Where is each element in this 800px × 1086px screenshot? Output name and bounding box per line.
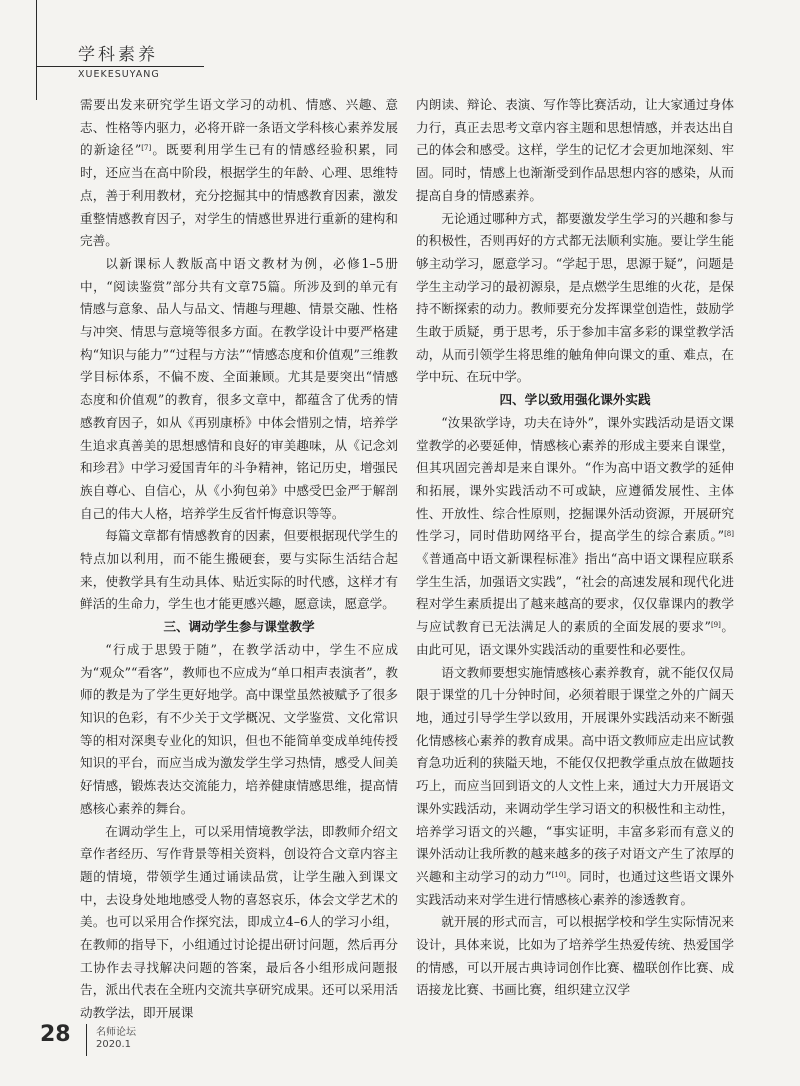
body-paragraph	[416, 911, 734, 1002]
citation-mark: [8]	[724, 530, 734, 539]
paragraph-text: 《普通高中语文新课程标准》指出“高中语文课程应联系学生生活，加强语文实践”，“社会的高速发展和现代化进程对学生素质提出了越来越高的要求，仅仅靠课内的教学与应试教育已无法满足人的素质的全面发展的要求”	[416, 551, 734, 635]
section-title: 学科素养	[78, 45, 158, 65]
paragraph-text: 语文教师要想实施情感核心素养教育，就不能仅仅局限于课堂的几十分钟时间，必须着眼于课堂之外的广阔天地，通过引导学生学以致用，开展课外实践活动来不断强化情感核心素养的教育成果。高中语文教师应走出应试教育急功近利的狭隘天地，不能仅仅把教学重点放在做题技巧上，而应当回到语文的人文性上来，通过大力开展语文课外实践活动，来调动学生学习语文的积极性和主动性，培养学习语文的兴趣，“事实证明，丰富多彩而有意义的课外活动让我所教的越来越多的孩子对语文产生了浓厚的兴趣和主动学习的动力”	[416, 664, 734, 884]
footer-divider	[86, 1024, 87, 1056]
header-horizontal-rule	[36, 66, 204, 67]
page-number: 28	[40, 1022, 71, 1047]
paragraph-text: 内朗读、辩论、表演、写作等比赛活动，让大家通过身体力行，真正去思考文章内容主题和思想情感，并表达出自己的体会和感受。这样，学生的记忆才会更加地深刻、牢固。同时，情感上也渐渐受到作品思想内容的感染，从而提高自身的情感素养。	[416, 97, 734, 203]
paragraph-text: 。由此可见，语文课外实践活动的重要性和必要性。	[416, 619, 734, 657]
citation-mark: [9]	[710, 621, 721, 630]
body-paragraph	[80, 821, 398, 1025]
paragraph-text: 。同时，也通过这些语文课外实践活动来对学生进行情感核心素养的渗透教育。	[416, 868, 734, 907]
paragraph-text: 在调动学生上，可以采用情境教学法，即教师介绍文章作者经历、写作背景等相关资料，创设符合文章内容主题的情境，带领学生通过诵读品赏，让学生融入到课文中，去设身处地地感受人物的喜怒哀乐，体会文学艺术的美。也可以采用合作探究法，即成立4–6人的学习小组，在教师的指导下，小组通过讨论提出研讨问题，然后再分工协作去寻找解决问题的答案，最后各小组形成问题报告，派出代表在全班内交流共享研究成果。还可以采用活动教学法，即开展课	[80, 823, 398, 1021]
section-heading: 三、调动学生参与课堂教学	[163, 619, 315, 635]
paragraph-text: 每篇文章都有情感教育的因素，但要根据现代学生的特点加以利用，而不能生搬硬套，要与实际生活结合起来，使教学具有生动具体、贴近实际的时代感，这样才有鲜活的生命力，学生也才能更感兴趣，愿意读，愿意学。	[80, 528, 398, 612]
section-subtitle: XUEKESUYANG	[78, 69, 160, 80]
paragraph-text: 无论通过哪种方式，都要激发学生学习的兴趣和参与的积极性，否则再好的方式都无法顺利实施。要让学生能够主动学习，愿意学习。“学起于思，思源于疑”，问题是学生主动学习的最初源泉，是点燃学生思维的火花，是保持不断探索的动力。教师要充分发挥课堂创造性，鼓励学生敢于质疑，勇于思考，乐于参加丰富多彩的课堂教学活动，从而引领学生将思维的触角伸向课文的重、难点，在学中玩、在玩中学。	[416, 210, 734, 385]
body-paragraph	[416, 412, 734, 662]
body-paragraph	[80, 94, 398, 253]
paragraph-text: 。既要利用学生已有的情感经验积累，同时，还应当在高中阶段，根据学生的年龄、心理、思维特点，善于利用教材，充分挖掘其中的情感教育因素，激发重整情感教育因子，对学生的情感世界进行重新的建构和完善。	[80, 142, 398, 249]
paragraph-text: 就开展的形式而言，可以根据学校和学生实际情况来设计，具体来说，比如为了培养学生热爱传统、热爱国学的情感，可以开展古典诗词创作比赛、楹联创作比赛、成语接龙比赛、书画比赛，组织建立汉学	[416, 914, 734, 998]
body-paragraph	[80, 639, 398, 821]
body-paragraph	[416, 208, 734, 390]
body-paragraph	[80, 253, 398, 525]
citation-mark: [7]	[141, 144, 152, 153]
header-vertical-rule	[36, 0, 37, 100]
paragraph-text: 以新课标人教版高中语文教材为例，必修1–5册中，“阅读鉴赏”部分共有文章75篇。所涉及到的单元有情感与意象、品人与品文、情趣与理趣、情景交融、性格与冲突、情思与意境等很多方面。在教学设计中要严格建构“知识与能力”“过程与方法”“情感态度和价值观”三维教学目标体系，不偏不废、全面兼顾。尤其是要突出“情感态度和价值观”的教育，很多文章中，都蕴含了优秀的情感教育因子，如从《再别康桥》中体会惜别之情，培养学生追求真善美的思想感情和良好的审美趣味，从《记念刘和珍君》中学习爱国青年的斗争精神，铭记历史，增强民族自尊心、自信心，从《小狗包弟》中感受巴金严于解剖自己的伟大人格，培养学生反省忏悔意识等等。	[80, 255, 398, 521]
body-paragraph	[416, 94, 734, 208]
paragraph-text: “汝果欲学诗，功夫在诗外”，课外实践活动是语文课堂教学的必要延伸，情感核心素养的形成主要来自课堂，但其巩固完善却是来自课外。“作为高中语文教学的延伸和拓展，课外实践活动不可或缺，应遵循发展性、主体性、开放性、综合性原则，挖掘课外活动资源，开展研究性学习，同时借助网络平台，提高学生的综合素质。”	[416, 414, 734, 544]
body-paragraph	[80, 525, 398, 616]
section-heading: 四、学以致用强化课外实践	[499, 392, 651, 408]
paragraph-text: “行成于思毁于随”，在教学活动中，学生不应成为“观众”“看客”，教师也不应成为“单口相声表演者”，教师的教是为了学生更好地学。高中课堂虽然被赋予了很多知识的色彩，有不少关于文学概况、文学鉴赏、文化常识等的相对深奥专业化的知识，但也不能简单变成单纯传授知识的平台，而应当成为激发学生学习热情，感受人间美好情感，锻炼表达交流能力，培养健康情感思维，提高情感核心素养的舞台。	[80, 641, 398, 816]
magazine-name: 名师论坛	[96, 1027, 136, 1038]
left-column	[80, 94, 398, 1025]
issue-date: 2020.1	[96, 1039, 131, 1050]
right-column	[416, 94, 734, 1002]
paragraph-text: 需要出发来研究学生语文学习的动机、情感、兴趣、意志、性格等内驱力，必将开辟一条语文学科核心素养发展的新途径”	[80, 97, 398, 158]
citation-mark: [10]	[551, 870, 567, 879]
body-paragraph	[416, 662, 734, 912]
